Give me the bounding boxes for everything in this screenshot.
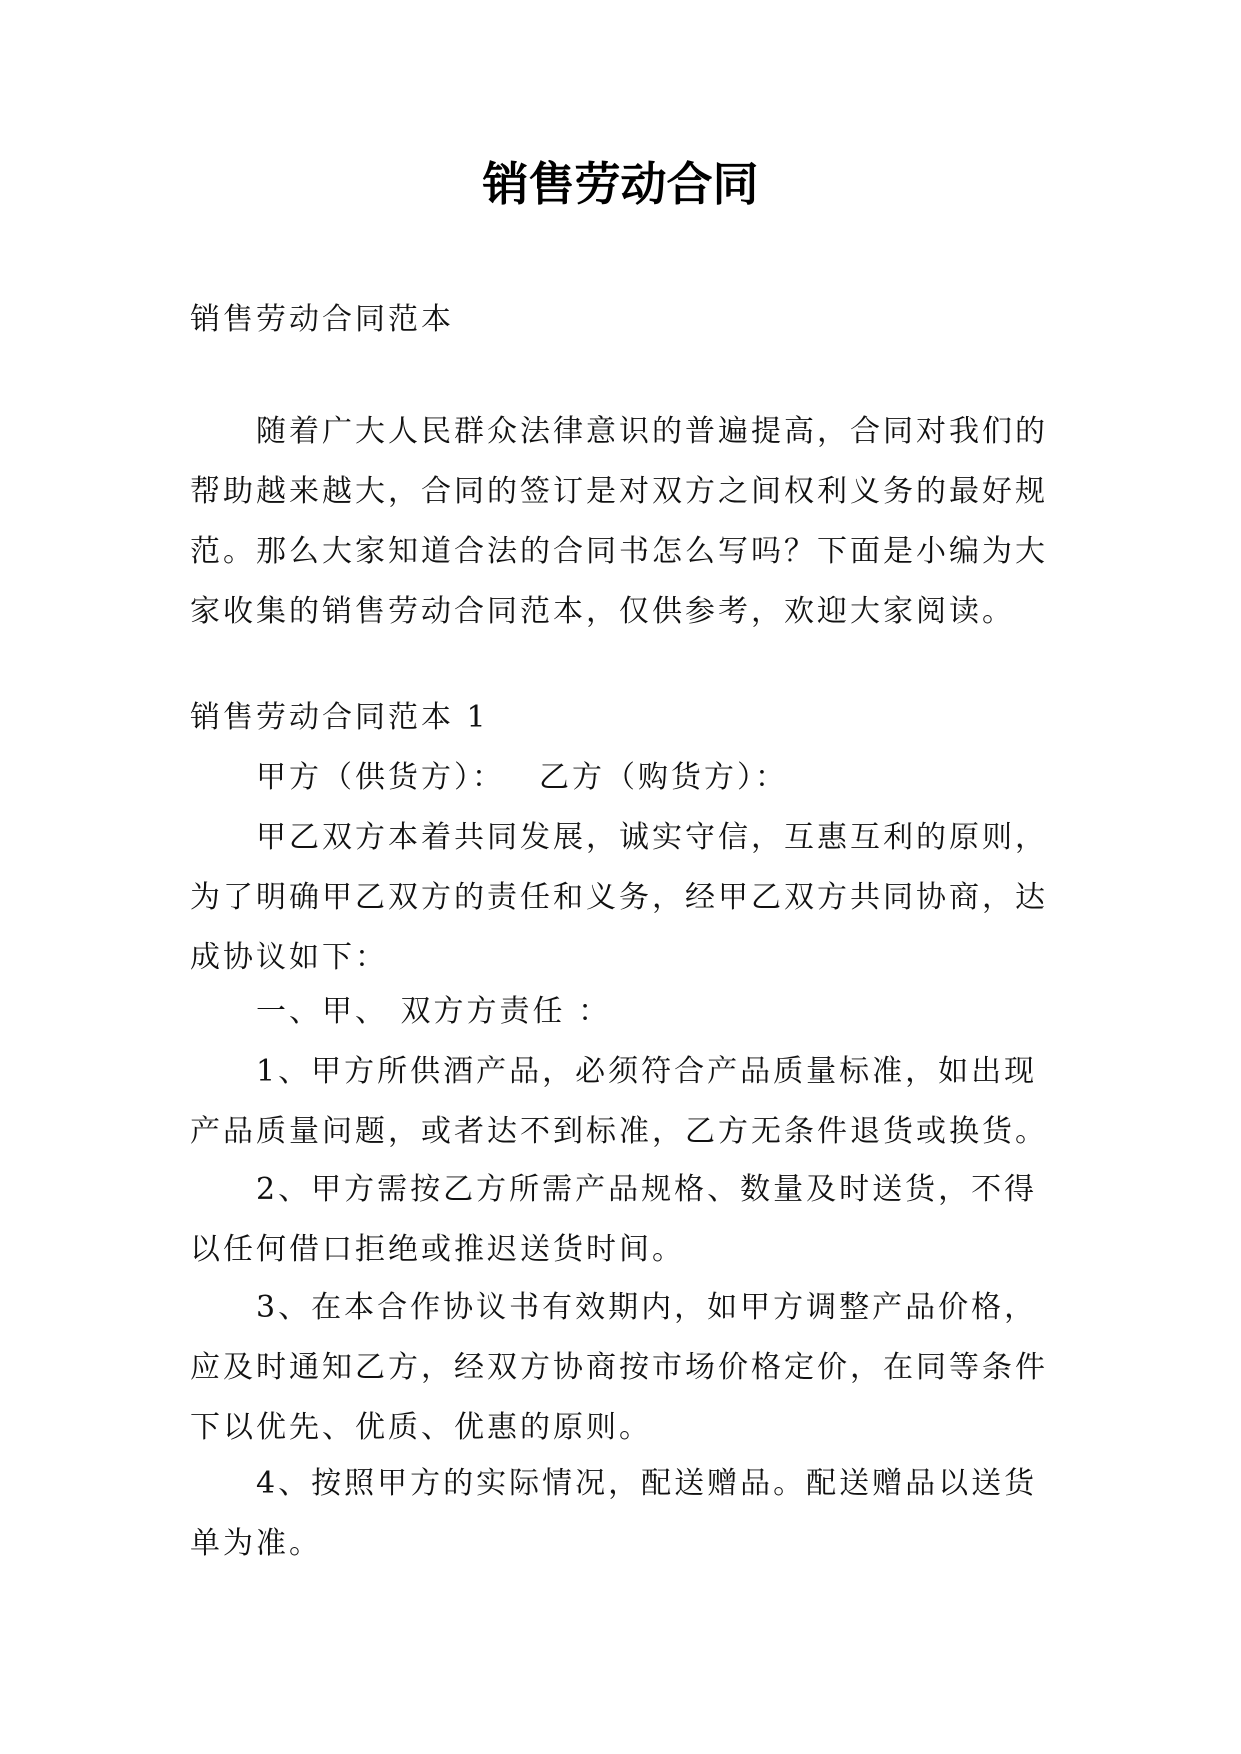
sample-heading: 销售劳动合同范本 1	[190, 700, 489, 735]
party-b-label: 乙方（购货方）：	[539, 760, 788, 795]
document-title: 销售劳动合同	[482, 157, 759, 211]
clause-item: 4、按照甲方的实际情况，配送赠品。配送赠品以送货单为准。	[190, 1466, 1038, 1561]
intro-paragraph: 随着广大人民群众法律意识的普遍提高，合同对我们的帮助越来越大，合同的签订是对双方之间权利义务的最好规范。那么大家知道合法的合同书怎么写吗？下面是小编为大家收集的销售劳动合同范本，仅供参考，欢迎大家阅读。	[190, 414, 1048, 629]
clause-item: 3、在本合作协议书有效期内，如甲方调整产品价格，应及时通知乙方，经双方协商按市场价格定价，在同等条件下以优先、优质、优惠的原则。	[190, 1290, 1048, 1445]
document-subheading: 销售劳动合同范本	[190, 302, 454, 337]
clause-heading: 一、甲、 双方方责任 ：	[256, 994, 612, 1029]
party-a-label: 甲方（供货方）：	[256, 760, 505, 795]
clause-item: 2、甲方需按乙方所需产品规格、数量及时送货，不得以任何借口拒绝或推迟送货时间。	[190, 1172, 1038, 1267]
parties-line	[190, 748, 1060, 808]
clause-item: 1、甲方所供酒产品，必须符合产品质量标准，如出现产品质量问题，或者达不到标准，乙方无条件退货或换货。	[190, 1054, 1048, 1149]
preamble-paragraph: 甲乙双方本着共同发展，诚实守信，互惠互利的原则，为了明确甲乙双方的责任和义务，经甲乙双方共同协商，达成协议如下：	[190, 820, 1048, 975]
